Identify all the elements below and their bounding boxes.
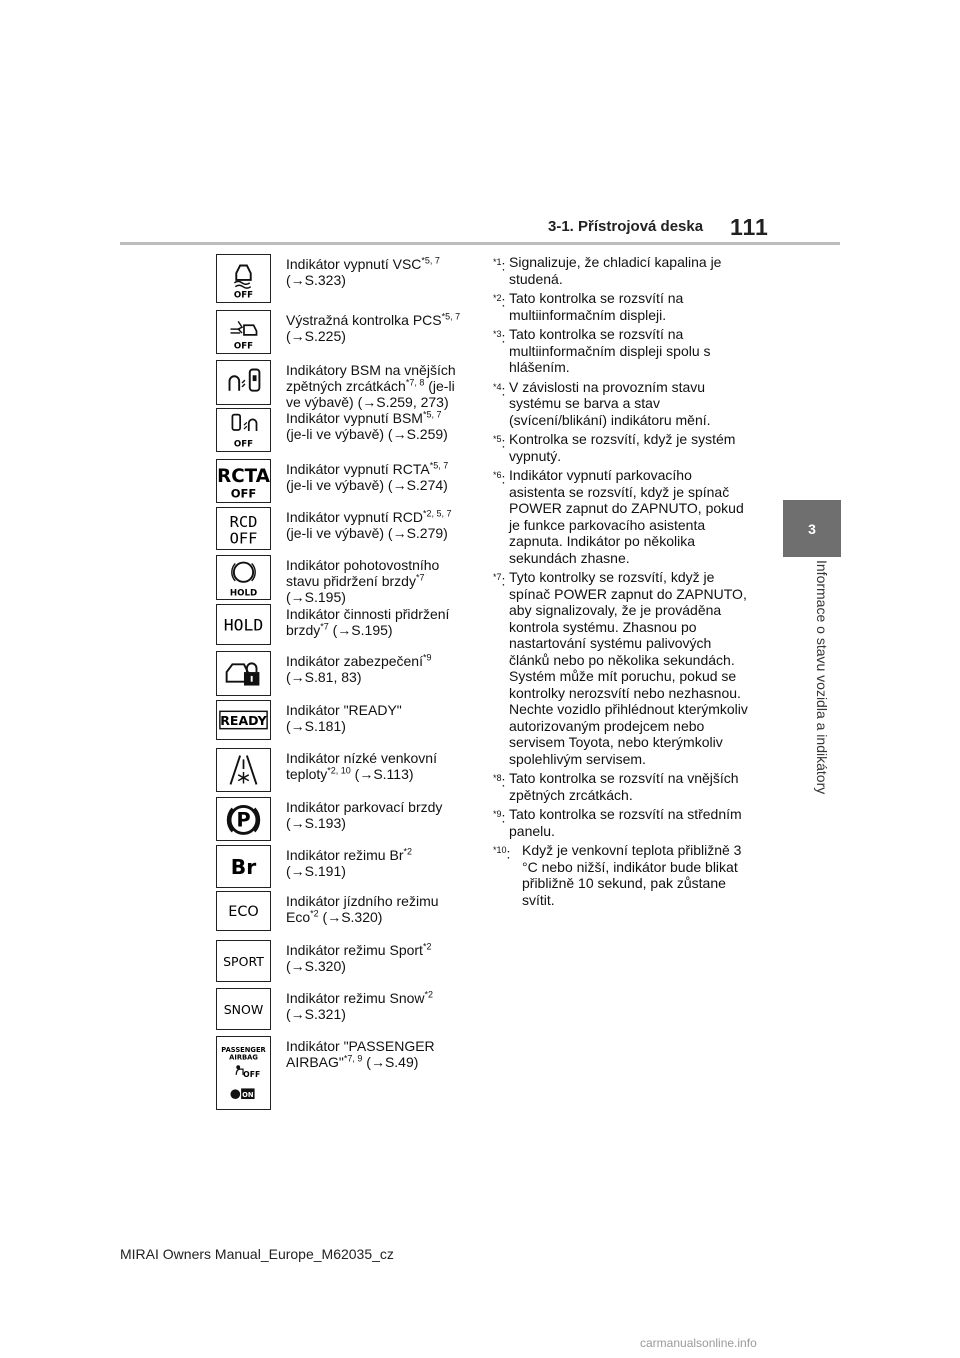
rcta-off-icon: [216, 459, 271, 503]
chapter-side-label: [790, 560, 830, 830]
indicator-description: [286, 942, 471, 974]
footnote-mark: $^{*2}$:: [493, 293, 506, 310]
page-reference: (→S.49): [362, 1054, 419, 1070]
footnote-text: Tato kontrolka se rozsvítí na vnějších zpětných zrcátkách.: [509, 770, 739, 803]
svg-text:ECO: ECO: [228, 903, 259, 920]
svg-text:SNOW: SNOW: [223, 1001, 264, 1017]
side-label-text: Informace o stavu vozidla a indikátory: [814, 560, 830, 795]
footnote: [495, 254, 750, 287]
svg-text:PASSENGER: PASSENGER: [221, 1045, 266, 1054]
page-reference: (→S.320): [318, 909, 383, 925]
indicator-label: Indikátor vypnutí RCTA: [286, 461, 430, 477]
svg-text:ON: ON: [242, 1091, 254, 1100]
footnote-number: *6: [493, 470, 502, 480]
indicator-label: Indikátory BSM na vnějších zpětných zrcátkách: [286, 362, 456, 394]
footnote-ref: *9: [422, 652, 432, 663]
footnote-ref: *7: [415, 572, 425, 583]
footnote-text: Tato kontrolka se rozsvítí na multiinformačním displeji.: [509, 290, 684, 323]
footnote-mark: $^{*9}$:: [493, 809, 506, 826]
footnote-text: V závislosti na provozním stavu systému se barva a stav (svícení/blikání) indikátoru mění.: [509, 378, 711, 428]
sport-mode-icon: [216, 940, 271, 982]
footnote-ref: *7: [320, 621, 329, 632]
svg-text:RCD: RCD: [229, 513, 258, 532]
footnote: [495, 431, 750, 464]
watermark: carmanualsonline.info: [640, 1336, 757, 1350]
svg-text:Br: Br: [230, 855, 257, 880]
snow-mode-icon: [216, 988, 271, 1030]
footnote-ref: *5, 7: [422, 409, 442, 420]
indicator-description: [286, 702, 471, 734]
indicator-label: Indikátor režimu Snow: [286, 990, 425, 1006]
indicator-description: [286, 750, 471, 782]
page-reference: (→S.321): [286, 1006, 346, 1022]
footnote-ref: *5, 7: [421, 255, 440, 266]
footnote-number: *3: [493, 329, 502, 339]
footnote-number: *2: [493, 293, 502, 303]
footnote: [495, 467, 750, 566]
brake-hold-standby-icon: [216, 555, 271, 600]
ready-icon: [216, 700, 271, 740]
bsm-mirror-icon: [216, 360, 271, 405]
page-reference: (→S.81, 83): [286, 669, 362, 685]
footnote-text: Tato kontrolka se rozsvítí na středním panelu.: [509, 806, 742, 839]
footnote-mark: $^{*7}$:: [493, 572, 506, 589]
indicator-label: Indikátor jízdního režimu Eco: [286, 893, 439, 925]
footnote: [495, 569, 750, 767]
svg-text:OFF: OFF: [243, 1069, 261, 1079]
svg-text:OFF: OFF: [230, 486, 257, 501]
icon-text: OFF: [233, 439, 254, 450]
footnote-text: Tyto kontrolky se rozsvítí, když je spínač POWER zapnut do ZAPNUTO, aby signalizovaly, že je prováděna kontrola systému. Zhasnou po nastartování systému palivových článků nebo po několika sekundách. Systém může mít poruchu, pokud se kontrolky nerozsvítí nebo nezhasnou. Nechte vozidlo přihlédnout kterýmkoliv autorizovaným prodejcem nebo servisem Toyota, nebo kterýmkoliv spolehlivým servisem.: [509, 569, 748, 767]
footnote: [495, 842, 750, 908]
page-reference: (→S.113): [350, 766, 414, 782]
rcd-off-icon: [216, 507, 271, 550]
svg-text:RCTA: RCTA: [217, 465, 270, 487]
indicator-description: [286, 799, 471, 831]
footnote-number: *1: [493, 257, 502, 267]
indicator-label: Indikátor zabezpečení: [286, 653, 423, 669]
brake-hold-operated-icon: [216, 604, 271, 645]
indicator-description: [286, 410, 471, 442]
svg-text:HOLD: HOLD: [229, 588, 258, 599]
svg-text:AIRBAG: AIRBAG: [229, 1053, 258, 1062]
svg-text:READY: READY: [220, 712, 267, 728]
page-reference: (je-li ve výbavě) (→S.274): [286, 477, 448, 493]
indicator-label: Výstražná kontrolka PCS: [286, 312, 442, 328]
footnote-mark: $^{*4}$:: [493, 381, 506, 399]
footnote-number: *10: [493, 845, 507, 855]
indicator-description: [286, 990, 471, 1022]
footnote: [495, 770, 750, 803]
indicator-label: Indikátor nízké venkovní teploty: [286, 750, 437, 782]
indicator-description: [286, 256, 471, 288]
indicator-description: [286, 509, 471, 541]
footnote-mark: $^{*3}$:: [493, 329, 506, 346]
indicator-description: [286, 461, 471, 493]
br-mode-icon: [216, 845, 271, 888]
page-reference: (→S.195): [328, 622, 393, 638]
footnote-number: *8: [493, 773, 502, 783]
indicator-description: [286, 893, 471, 925]
page-number: 111: [730, 214, 769, 240]
indicator-label: Indikátor vypnutí VSC: [286, 256, 422, 272]
icon-text: OFF: [233, 341, 254, 352]
footnote: [495, 290, 750, 323]
footnote-number: *7: [493, 572, 502, 582]
svg-text:P: P: [236, 808, 251, 832]
indicator-description: [286, 653, 471, 685]
footnote-text: Tato kontrolka se rozsvítí na multiinformačním displeji spolu s hlášením.: [509, 326, 711, 375]
indicator-label: Indikátor vypnutí RCD: [286, 509, 423, 525]
footnote-number: *5: [493, 434, 502, 444]
footnote-ref: *7, 9: [343, 1053, 363, 1064]
page-reference: (je-li ve výbavě) (→S.279): [286, 525, 448, 541]
indicator-label: Indikátor činnosti přidržení brzdy: [286, 606, 450, 638]
footnote: [495, 806, 750, 839]
page-reference: (je-li ve výbavě) (→S.259, 273): [286, 378, 455, 410]
indicator-label: Indikátor "PASSENGER AIRBAG": [286, 1038, 435, 1070]
indicator-label: Indikátor parkovací brzdy: [286, 799, 443, 815]
footnote-ref: *2: [310, 908, 319, 919]
security-icon: [216, 651, 271, 696]
footnote-ref: *2, 10: [327, 765, 351, 776]
low-temp-icon: [216, 748, 271, 792]
page-reference: (je-li ve výbavě) (→S.259): [286, 426, 448, 442]
footnote-number: *4: [493, 381, 502, 392]
page-reference: (→S.191): [286, 863, 346, 879]
footnote-ref: *5, 7: [441, 311, 461, 322]
parking-brake-icon: [216, 797, 271, 841]
indicator-label: Indikátor režimu Br: [286, 847, 404, 863]
page-reference: (→S.225): [286, 328, 346, 344]
footnote-text: Kontrolka se rozsvítí, když je systém vypnutý.: [509, 431, 736, 464]
footnote-mark: $^{*1}$:: [493, 257, 506, 274]
footnote-text: Když je venkovní teplota přibližně 3 °C nebo nižší, indikátor bude blikat přibližně 10 sekund, pak zůstane svítit.: [522, 842, 742, 908]
footnote-mark: $^{*5}$:: [493, 434, 506, 451]
page-reference: (→S.193): [286, 815, 346, 831]
icon-text: OFF: [233, 290, 254, 301]
footnote: [495, 379, 750, 429]
footnote-text: Indikátor vypnutí parkovacího asistenta se rozsvítí, když je spínač POWER zapnut do ZAPNUTO, pokud je funkce parkovacího asistenta zapnuta. Indikátor po několika sekundách zhasne.: [509, 467, 744, 566]
indicator-description: [286, 606, 471, 638]
footnote-ref: *2: [403, 846, 412, 857]
footnote-text: Signalizuje, že chladicí kapalina je studená.: [509, 254, 722, 287]
indicator-description: [286, 312, 471, 344]
header-rule: [120, 242, 840, 245]
footnotes: [495, 254, 750, 911]
footnote-ref: *2, 5, 7: [422, 508, 452, 519]
section-title: 3-1. Přístrojová deska: [548, 218, 704, 235]
indicator-label: Indikátor "READY": [286, 702, 402, 718]
chapter-number: 3: [808, 520, 816, 537]
page-reference: (→S.320): [286, 958, 346, 974]
passenger-airbag-icon: [216, 1036, 271, 1110]
svg-text:HOLD: HOLD: [223, 615, 264, 635]
page-reference: (→S.181): [286, 718, 346, 734]
vsc-off-icon: [216, 254, 271, 303]
footnote-ref: *5, 7: [429, 460, 449, 471]
page-reference: (→S.323): [286, 272, 346, 288]
footnote-number: *9: [493, 809, 502, 819]
indicator-description: [286, 557, 471, 605]
footnote: [495, 326, 750, 376]
footnote-mark: $^{*8}$:: [493, 773, 506, 790]
pcs-off-icon: [216, 310, 271, 354]
footnote-ref: *2: [422, 941, 432, 952]
footer-text: MIRAI Owners Manual_Europe_M62035_cz: [120, 1246, 394, 1262]
indicator-description: [286, 847, 471, 879]
footnote-mark: $^{*6}$:: [493, 470, 506, 487]
indicator-label: Indikátor pohotovostního stavu přidržení brzdy: [286, 557, 440, 589]
chapter-tab: [783, 500, 841, 557]
indicator-description: [286, 1038, 471, 1070]
eco-mode-icon: [216, 891, 271, 931]
indicator-label: Indikátor vypnutí BSM: [286, 410, 423, 426]
footnote-ref: *7, 8: [405, 377, 425, 388]
bsm-off-icon: [216, 408, 271, 452]
indicator-label: Indikátor režimu Sport: [286, 942, 423, 958]
page-reference: (→S.195): [286, 589, 346, 605]
svg-text:OFF: OFF: [229, 529, 258, 548]
footnote-mark: $^{*10}$:: [493, 845, 511, 862]
footnote-ref: *2: [424, 989, 434, 1000]
svg-text:SPORT: SPORT: [223, 953, 264, 969]
indicator-description: [286, 362, 471, 410]
